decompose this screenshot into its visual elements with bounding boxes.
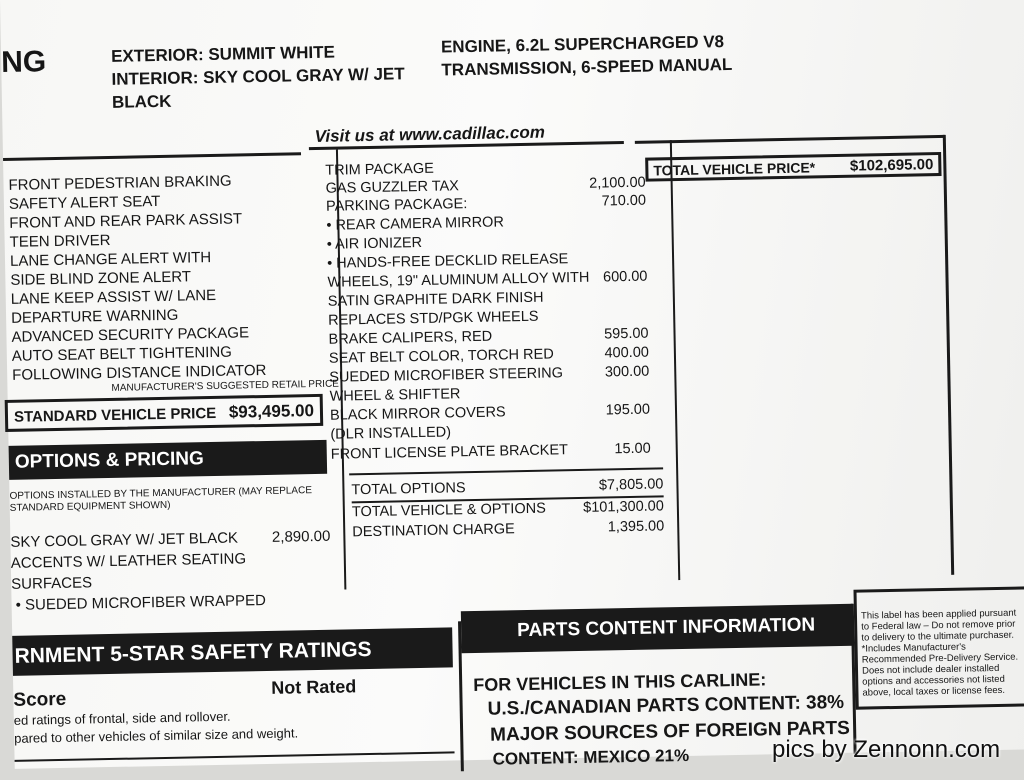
safety-heading: RNMENT 5-STAR SAFETY RATINGS (14, 637, 372, 668)
interior-color-line1: INTERIOR: SKY COOL GRAY W/ JET (111, 64, 405, 89)
interior-option (10, 526, 332, 616)
middle-column-right-rule (670, 140, 680, 580)
parts-content-line2: U.S./CANADIAN PARTS CONTENT: 38% (487, 691, 845, 720)
legal-note: This label has been applied pursuant to Federal law – Do not remove prior to delivery to the ultimate purchaser. *Includes Manufacturer's Recommended Pre-Delivery Service. Does not include dealer installed options and accessories not listed above, local taxes or license fees. (853, 586, 1024, 709)
option-label: PARKING PACKAGE: (325, 196, 468, 215)
options-note-line1: OPTIONS INSTALLED BY THE MANUFACTURER (MAY REPLACE (9, 485, 313, 502)
option-price: 300.00 (604, 363, 650, 381)
list-item: LANE CHANGE ALERT WITH (9, 248, 212, 270)
standard-price-box (5, 394, 324, 432)
options-note-line2: STANDARD EQUIPMENT SHOWN) (9, 499, 171, 514)
list-item: SAFETY ALERT SEAT (8, 192, 161, 213)
option-label: GAS GUZZLER TAX (325, 178, 460, 197)
parts-content-heading: PARTS CONTENT INFORMATION (517, 614, 816, 642)
standard-equipment-list (8, 171, 266, 385)
destination-charge-value: 1,395.00 (607, 518, 665, 536)
standard-price-label: STANDARD VEHICLE PRICE (13, 404, 217, 426)
option-price: 600.00 (602, 268, 648, 286)
parts-content-line1: FOR VEHICLES IN THIS CARLINE: (473, 669, 767, 696)
option-label: WHEELS, 19" ALUMINUM ALLOY WITH (327, 269, 590, 291)
option-label: • AIR IONIZER (326, 234, 423, 253)
list-item: FOLLOWING DISTANCE INDICATOR (12, 361, 267, 384)
total-vehicle-options-label: TOTAL VEHICLE & OPTIONS (351, 500, 546, 521)
left-column-top-rule (3, 152, 301, 161)
standard-price-value: $93,495.00 (228, 401, 315, 422)
option-price: 2,100.00 (589, 174, 646, 192)
list-item: FRONT AND REAR PARK ASSIST (9, 210, 243, 232)
safety-bottom-rule (15, 751, 455, 761)
list-item: AUTO SEAT BELT TIGHTENING (11, 343, 233, 365)
option-label: • HANDS-FREE DECKLID RELEASE (326, 251, 569, 272)
parts-content-line3: MAJOR SOURCES OF FOREIGN PARTS (490, 717, 850, 746)
option-price: 710.00 (601, 192, 647, 210)
engine-spec: ENGINE, 6.2L SUPERCHARGED V8 (440, 32, 725, 57)
option-price: 400.00 (604, 344, 650, 362)
interior-option-price: 2,890.00 (271, 527, 331, 546)
options-heading-bar (9, 440, 328, 480)
safety-score-label: Score (13, 688, 67, 711)
list-item: SIDE BLIND ZONE ALERT (10, 268, 192, 289)
options-heading: OPTIONS & PRICING (14, 448, 205, 473)
interior-color-line2: BLACK (111, 91, 172, 112)
safety-heading-bar (12, 627, 453, 675)
interior-option-line3: SURFACES (11, 574, 93, 593)
option-label: • REAR CAMERA MIRROR (326, 214, 504, 234)
option-label: SUEDED MICROFIBER STEERING (329, 365, 564, 386)
option-label: BLACK MIRROR COVERS (329, 404, 506, 424)
transmission-spec: TRANSMISSION, 6-SPEED MANUAL (441, 54, 733, 80)
parts-content-line4: CONTENT: MEXICO 21% (492, 745, 690, 769)
list-item: ADVANCED SECURITY PACKAGE (11, 324, 250, 346)
title-fragment: NG (0, 45, 47, 79)
total-options-label: TOTAL OPTIONS (351, 480, 466, 499)
safety-score-value: Not Rated (271, 676, 357, 698)
option-label: SATIN GRAPHITE DARK FINISH (327, 289, 544, 310)
option-label: TRIM PACKAGE (325, 160, 434, 179)
interior-option-line1: SKY COOL GRAY W/ JET BLACK (10, 529, 239, 551)
totals-block (351, 475, 664, 543)
option-label: REPLACES STD/PGK WHEELS (328, 308, 539, 329)
parts-content-heading-bar (461, 604, 854, 654)
option-price: 15.00 (614, 440, 651, 458)
msrp-caption: MANUFACTURER'S SUGGESTED RETAIL PRICE (111, 378, 340, 394)
watermark: pics by Zennonn.com (772, 736, 1001, 763)
option-label: SEAT BELT COLOR, TORCH RED (328, 346, 554, 367)
option-label: (DLR INSTALLED) (330, 424, 452, 443)
website-link: Visit us at www.cadillac.com (314, 122, 546, 146)
right-column-right-rule (943, 135, 954, 575)
list-item: DEPARTURE WARNING (10, 306, 179, 327)
destination-charge-label: DESTINATION CHARGE (352, 521, 515, 541)
total-vehicle-price-label: TOTAL VEHICLE PRICE* (653, 159, 816, 179)
totals-top-rule (349, 467, 663, 475)
option-price: 595.00 (604, 325, 649, 343)
exterior-color: EXTERIOR: SUMMIT WHITE (110, 42, 336, 66)
options-list (325, 156, 651, 463)
list-item: LANE KEEP ASSIST W/ LANE (10, 286, 217, 308)
list-item: FRONT PEDESTRIAN BRAKING (8, 172, 232, 194)
option-label: BRAKE CALIPERS, RED (328, 328, 493, 348)
total-vehicle-price-value: $102,695.00 (849, 156, 934, 175)
right-column-top-rule (635, 135, 945, 144)
interior-option-line2: ACCENTS W/ LEATHER SEATING (10, 550, 247, 572)
option-price: 195.00 (605, 401, 651, 419)
interior-option-line4: • SUEDED MICROFIBER WRAPPED (15, 592, 267, 614)
safety-note-line2: pared to other vehicles of similar size and weight. (14, 725, 299, 746)
total-vehicle-price-box (645, 152, 941, 182)
list-item: TEEN DRIVER (9, 231, 111, 251)
total-vehicle-options-value: $101,300.00 (583, 498, 664, 516)
option-label: FRONT LICENSE PLATE BRACKET (330, 442, 569, 463)
safety-note-line1: ed ratings of frontal, side and rollover. (13, 708, 231, 728)
total-options-value: $7,805.00 (598, 476, 664, 494)
option-label: WHEEL & SHIFTER (329, 386, 461, 405)
